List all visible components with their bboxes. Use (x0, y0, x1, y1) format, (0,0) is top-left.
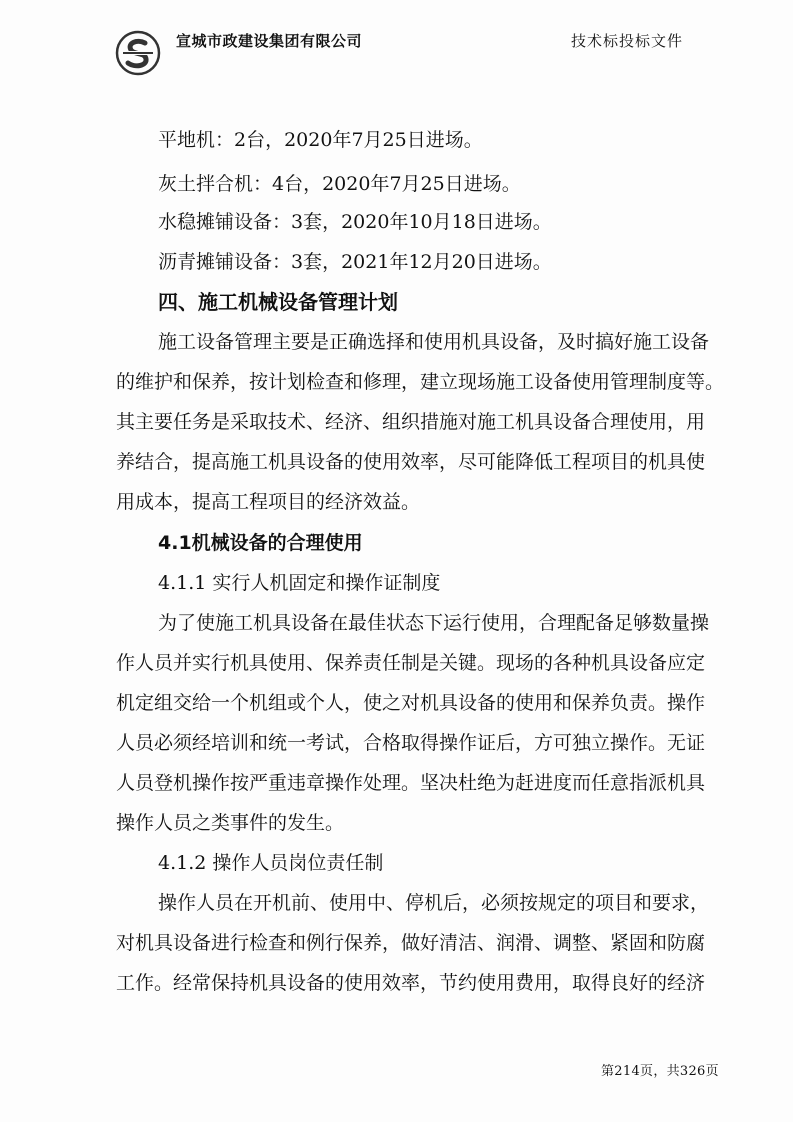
paragraph-line: 的维护和保养，按计划检查和修理，建立现场施工设备使用管理制度等。 (116, 371, 725, 393)
page-header (0, 0, 793, 80)
section-heading: 四、施工机械设备管理计划 (158, 290, 398, 314)
subsection-heading: 4.1机械设备的合理使用 (158, 532, 363, 554)
equipment-line: 水稳摊铺设备：3套，2020年10月18日进场。 (158, 211, 552, 233)
subsection-heading: 4.1.1 实行人机固定和操作证制度 (158, 572, 441, 594)
paragraph-line: 工作。经常保持机具设备的使用效率，节约使用费用，取得良好的经济 (116, 972, 706, 994)
paragraph-line: 人员登机操作按严重违章操作处理。坚决杜绝为赶进度而任意指派机具 (116, 772, 706, 794)
paragraph-line: 用成本，提高工程项目的经济效益。 (116, 491, 421, 513)
company-name: 宣城市政建设集团有限公司 (176, 32, 363, 50)
paragraph-line: 人员必须经培训和统一考试，合格取得操作证后，方可独立操作。无证 (116, 732, 706, 754)
paragraph-line: 施工设备管理主要是正确选择和使用机具设备，及时搞好施工设备 (158, 331, 710, 353)
equipment-line: 平地机：2台，2020年7月25日进场。 (158, 129, 483, 151)
subsection-heading: 4.1.2 操作人员岗位责任制 (158, 852, 384, 874)
paragraph-line: 其主要任务是采取技术、经济、组织措施对施工机具设备合理使用，用 (116, 411, 706, 433)
paragraph-line: 操作人员之类事件的发生。 (116, 812, 345, 834)
document-type: 技术标投标文件 (571, 32, 684, 50)
equipment-line: 灰土拌合机：4台，2020年7月25日进场。 (158, 173, 521, 195)
paragraph-line: 机定组交给一个机组或个人，使之对机具设备的使用和保养负责。操作 (116, 692, 706, 714)
equipment-line: 沥青摊铺设备：3套，2021年12月20日进场。 (158, 251, 552, 273)
page-number: 第214页，共326页 (601, 1064, 719, 1079)
company-logo-icon (115, 30, 161, 76)
paragraph-line: 养结合，提高施工机具设备的使用效率，尽可能降低工程项目的机具使 (116, 451, 706, 473)
paragraph-line: 对机具设备进行检查和例行保养，做好清洁、润滑、调整、紧固和防腐 (116, 932, 706, 954)
paragraph-line: 为了使施工机具设备在最佳状态下运行使用，合理配备足够数量操 (158, 612, 710, 634)
paragraph-line: 操作人员在开机前、使用中、停机后，必须按规定的项目和要求， (158, 892, 710, 914)
paragraph-line: 作人员并实行机具使用、保养责任制是关键。现场的各种机具设备应定 (116, 652, 706, 674)
